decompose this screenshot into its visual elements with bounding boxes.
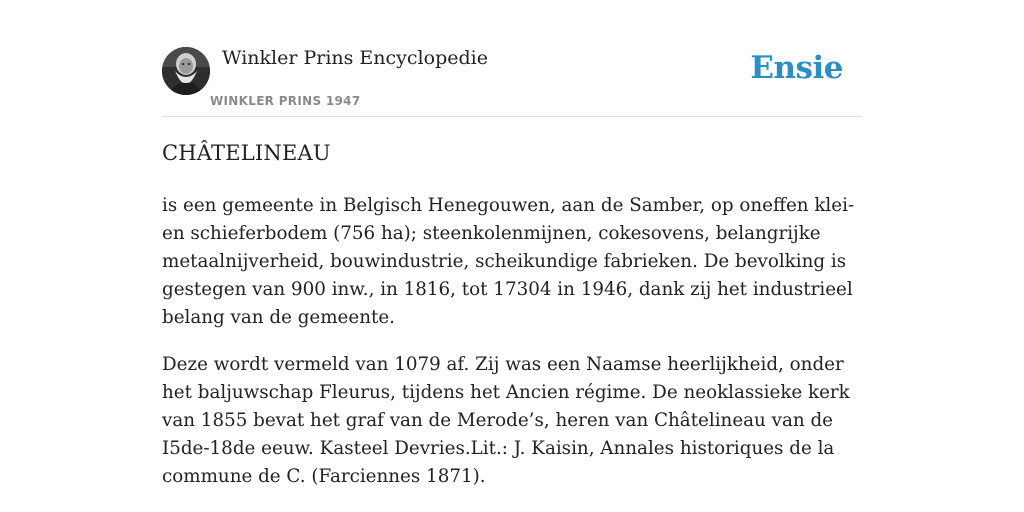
site-header xyxy=(162,44,862,117)
author-portrait-icon xyxy=(162,47,210,95)
brand-logo-link[interactable]: Ensie xyxy=(750,50,843,86)
author-avatar[interactable] xyxy=(162,47,210,95)
edition-label: WINKLER PRINS 1947 xyxy=(210,94,361,108)
article-paragraph-2: Deze wordt vermeld van 1079 af. Zij was een Naamse heerlijkheid, onder het baljuwschap Fleurus, tijdens het Ancien régime. De neoklassieke kerk van 1855 bevat het graf van de Merode’s, heren van Châtelineau van de I5de-18de eeuw. Kasteel Devries.Lit.: J. Kaisin, Annales historiques de la commune de C. (Farciennes 1871). xyxy=(162,354,850,487)
article-title: CHÂTELINEAU xyxy=(162,141,331,165)
site-name-link[interactable]: Winkler Prins Encyclopedie xyxy=(222,47,488,69)
article-paragraph-1: is een gemeente in Belgisch Henegouwen, aan de Samber, op oneffen klei- en schieferbodem (756 ha); steenkolenmijnen, cokesovens, belangrijke metaalnijverheid, bouwindustrie, scheikundige fabrieken. De bevolking is gestegen van 900 inw., in 1816, tot 17304 in 1946, dank zij het industrieel belang van de gemeente. xyxy=(162,195,855,328)
